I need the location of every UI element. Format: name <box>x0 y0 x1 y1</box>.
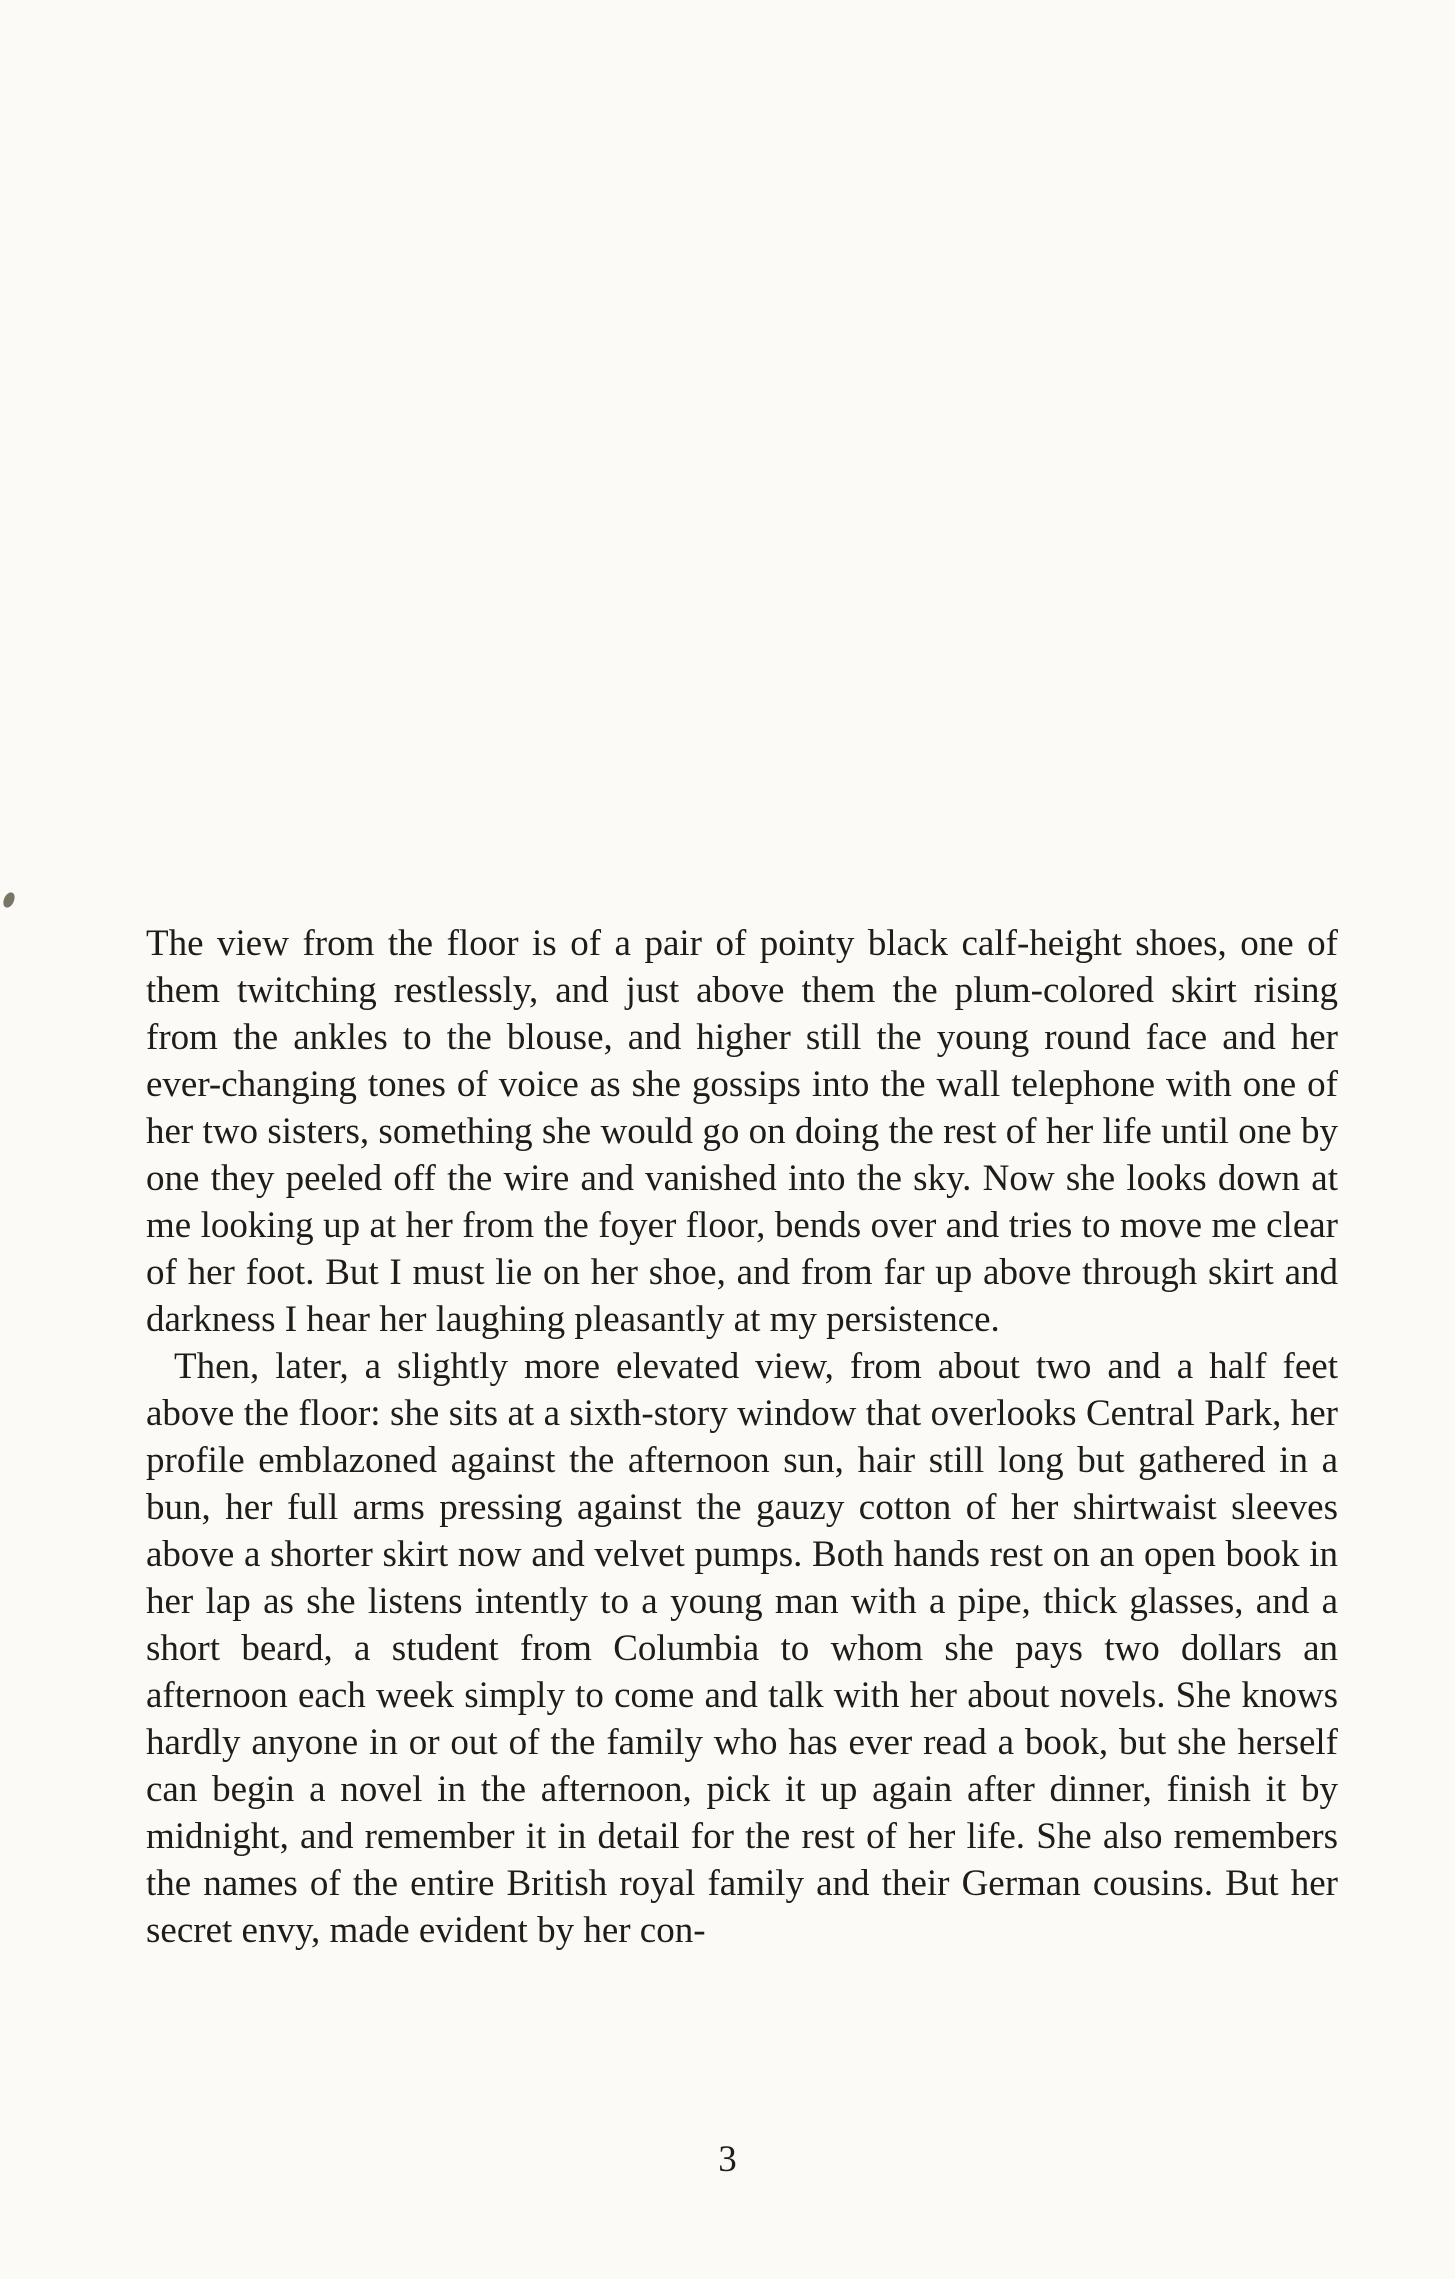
paragraph-2: Then, later, a slightly more elevated view, from about two and a half feet above the floor: she sits at a sixth-story window that overlooks Central Park, her profile emblazoned against the afternoon sun, hair still long but gathered in a bun, her full arms pressing against the gauzy cotton of her shirtwaist sleeves above a shorter skirt now and velvet pumps. Both hands rest on an open book in her lap as she listens intently to a young man with a pipe, thick glasses, and a short beard, a student from Columbia to whom she pays two dollars an afternoon each week simply to come and talk with her about novels. She knows hardly anyone in or out of the family who has ever read a book, but she herself can begin a novel in the afternoon, pick it up again after dinner, finish it by midnight, and remember it in detail for the rest of her life. She also remembers the names of the entire British royal family and their German cousins. But her secret envy, made evident by her con- <box>146 1346 1338 1951</box>
ink-speck <box>1 891 17 910</box>
paragraph-1: The view from the floor is of a pair of pointy black calf-height shoes, one of them twitching restlessly, and just above them the plum-colored skirt rising from the ankles to the blouse, and higher still the young round face and her ever-changing tones of voice as she gossips into the wall telephone with one of her two sisters, something she would go on doing the rest of her life until one by one they peeled off the wire and vanished into the sky. Now she looks down at me looking up at her from the foyer floor, bends over and tries to move me clear of her foot. But I must lie on her shoe, and from far up above through skirt and darkness I hear her laughing pleasantly at my persistence. <box>146 923 1338 1340</box>
page-number: 3 <box>718 2139 737 2180</box>
body-text <box>146 920 1338 1954</box>
